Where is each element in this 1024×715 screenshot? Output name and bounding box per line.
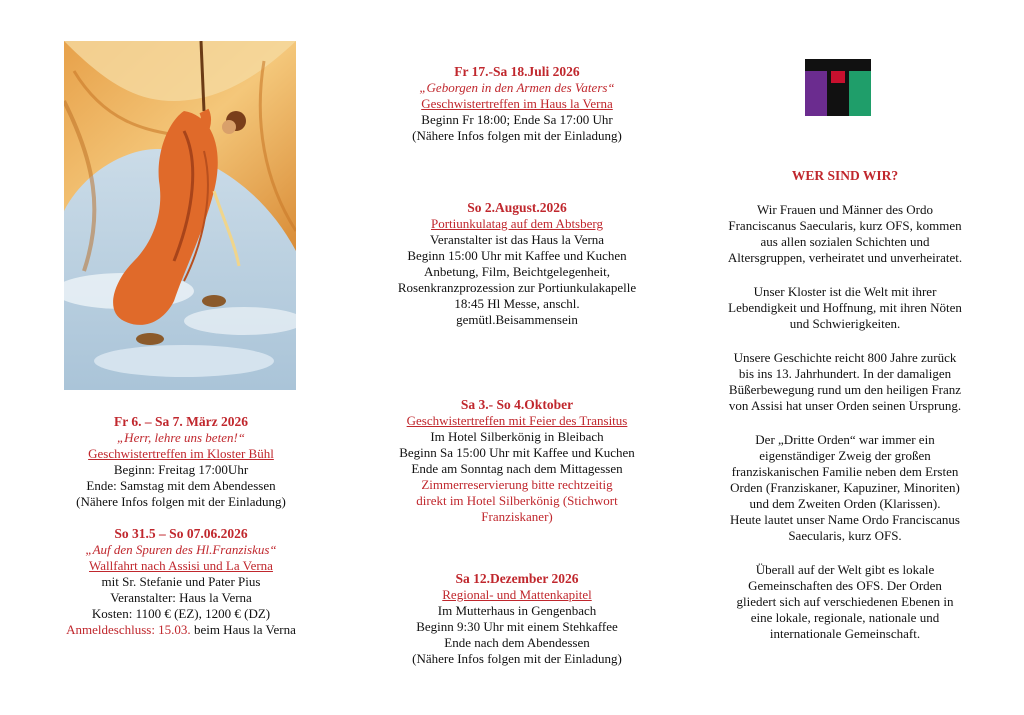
event-end: Ende: Samstag mit dem Abendessen bbox=[86, 478, 276, 493]
left-column bbox=[40, 414, 322, 638]
event-title[interactable]: Geschwistertreffen mit Feier des Transitus bbox=[406, 413, 628, 428]
event-title[interactable]: Geschwistertreffen im Haus la Verna bbox=[421, 96, 613, 111]
paragraph-line: Franciscanus Saecularis, kurz OFS, kommen bbox=[728, 218, 962, 233]
paragraph-line: Altersgruppen, verheiratet und unverheiratet. bbox=[727, 250, 963, 265]
event-time: Beginn Fr 18:00; Ende Sa 17:00 Uhr bbox=[421, 112, 613, 127]
paragraph-line: von Assisi hat unser Orden seinen Ursprung. bbox=[728, 398, 962, 413]
event-line: Im Mutterhaus in Gengenbach bbox=[437, 603, 597, 618]
event-title[interactable]: Portiunkulatag auf dem Abtsberg bbox=[431, 216, 603, 231]
event-line: Anbetung, Film, Beichtgelegenheit, bbox=[424, 264, 610, 279]
event-quote: „Geborgen in den Armen des Vaters“ bbox=[419, 80, 615, 95]
event-date: Sa 3.- So 4.Oktober bbox=[460, 397, 574, 412]
event-title[interactable]: Regional- und Mattenkapitel bbox=[442, 587, 592, 602]
event-red-line: direkt im Hotel Silberkönig (Stichwort bbox=[416, 493, 618, 508]
event-line: Ende am Sonntag nach dem Mittagessen bbox=[411, 461, 623, 476]
middle-column-event3 bbox=[362, 397, 672, 525]
paragraph-line: gliedert sich auf verschiedenen Ebenen in bbox=[736, 594, 954, 609]
event-red-line: Zimmerreservierung bitte rechtzeitig bbox=[421, 477, 613, 492]
paragraph-line: Heute lautet unser Name Ordo Franciscanus bbox=[730, 512, 960, 527]
event-line: Beginn 15:00 Uhr mit Kaffee und Kuchen bbox=[407, 248, 627, 263]
middle-column-event2 bbox=[362, 200, 672, 328]
paragraph-line: Unser Kloster ist die Welt mit ihrer bbox=[753, 284, 937, 299]
event-date: Fr 17.-Sa 18.Juli 2026 bbox=[454, 64, 580, 79]
paragraph-line: Saecularis, kurz OFS. bbox=[788, 528, 902, 543]
event-line: Rosenkranzprozession zur Portiunkulakapelle bbox=[397, 280, 637, 295]
event-note: (Nähere Infos folgen mit der Einladung) bbox=[412, 128, 622, 143]
deadline-label: Anmeldeschluss: 15.03. bbox=[66, 622, 191, 637]
paragraph-line: eine lokale, regionale, nationale und bbox=[750, 610, 940, 625]
event-quote: „Herr, lehre uns beten!“ bbox=[116, 430, 246, 445]
event-quote: „Auf den Spuren des Hl.Franziskus“ bbox=[85, 542, 277, 557]
event-line: Veranstalter ist das Haus la Verna bbox=[429, 232, 605, 247]
event-date: So 2.August.2026 bbox=[467, 200, 567, 215]
middle-column-event4 bbox=[362, 571, 672, 667]
francis-painting bbox=[64, 41, 296, 390]
event-line: Beginn Sa 15:00 Uhr mit Kaffee und Kuchen bbox=[399, 445, 635, 460]
paragraph-line: Der „Dritte Orden“ war immer ein bbox=[755, 432, 935, 447]
event-cost: Kosten: 1100 € (EZ), 1200 € (DZ) bbox=[91, 606, 271, 621]
event-line: (Nähere Infos folgen mit der Einladung) bbox=[412, 651, 622, 666]
event-line: 18:45 Hl Messe, anschl. bbox=[454, 296, 580, 311]
paragraph-line: Orden (Franziskaner, Kapuziner, Minoriten) bbox=[730, 480, 960, 495]
event-organizer: Veranstalter: Haus la Verna bbox=[110, 590, 252, 605]
paragraph-line: Überall auf der Welt gibt es lokale bbox=[755, 562, 935, 577]
event-deadline bbox=[40, 622, 322, 638]
event-date: So 31.5 – So 07.06.2026 bbox=[114, 526, 248, 541]
middle-column bbox=[362, 64, 672, 144]
event-begin: Beginn: Freitag 17:00Uhr bbox=[113, 462, 249, 477]
right-column bbox=[700, 168, 990, 642]
event-line: gemütl.Beisammensein bbox=[456, 312, 578, 327]
event-with: mit Sr. Stefanie und Pater Pius bbox=[101, 574, 261, 589]
event-date: Fr 6. – Sa 7. März 2026 bbox=[114, 414, 248, 429]
event-line: Im Hotel Silberkönig in Bleibach bbox=[430, 429, 604, 444]
event-line: Ende nach dem Abendessen bbox=[444, 635, 590, 650]
paragraph-line: aus allen sozialen Schichten und bbox=[760, 234, 930, 249]
event-date: Sa 12.Dezember 2026 bbox=[455, 571, 579, 586]
event-title[interactable]: Geschwistertreffen im Kloster Bühl bbox=[88, 446, 274, 461]
event-note: (Nähere Infos folgen mit der Einladung) bbox=[76, 494, 286, 509]
paragraph-line: Lebendigkeit und Hoffnung, mit ihren Nöten bbox=[728, 300, 962, 315]
event-line: Beginn 9:30 Uhr mit einem Stehkaffee bbox=[416, 619, 618, 634]
event-red-line: Franziskaner) bbox=[481, 509, 553, 524]
deadline-rest: beim Haus la Verna bbox=[190, 622, 296, 637]
paragraph-line: Gemeinschaften des OFS. Der Orden bbox=[748, 578, 942, 593]
ofs-logo bbox=[805, 59, 871, 116]
paragraph-line: und dem Zweiten Orden (Klarissen). bbox=[749, 496, 941, 511]
paragraph-line: bis ins 13. Jahrhundert. In der damaligen bbox=[738, 366, 952, 381]
paragraph-line: Büßerbewegung rund um den heiligen Franz bbox=[728, 382, 962, 397]
paragraph-line: eigenständiger Zweig der großen bbox=[759, 448, 931, 463]
paragraph-line: franziskanischen Familie neben dem Ersten bbox=[731, 464, 959, 479]
paragraph-line: internationale Gemeinschaft. bbox=[769, 626, 921, 641]
paragraph-line: Unsere Geschichte reicht 800 Jahre zurück bbox=[733, 350, 957, 365]
paragraph-line: Wir Frauen und Männer des Ordo bbox=[756, 202, 933, 217]
section-heading: WER SIND WIR? bbox=[791, 168, 899, 183]
paragraph-line: und Schwierigkeiten. bbox=[789, 316, 901, 331]
event-title[interactable]: Wallfahrt nach Assisi und La Verna bbox=[89, 558, 273, 573]
